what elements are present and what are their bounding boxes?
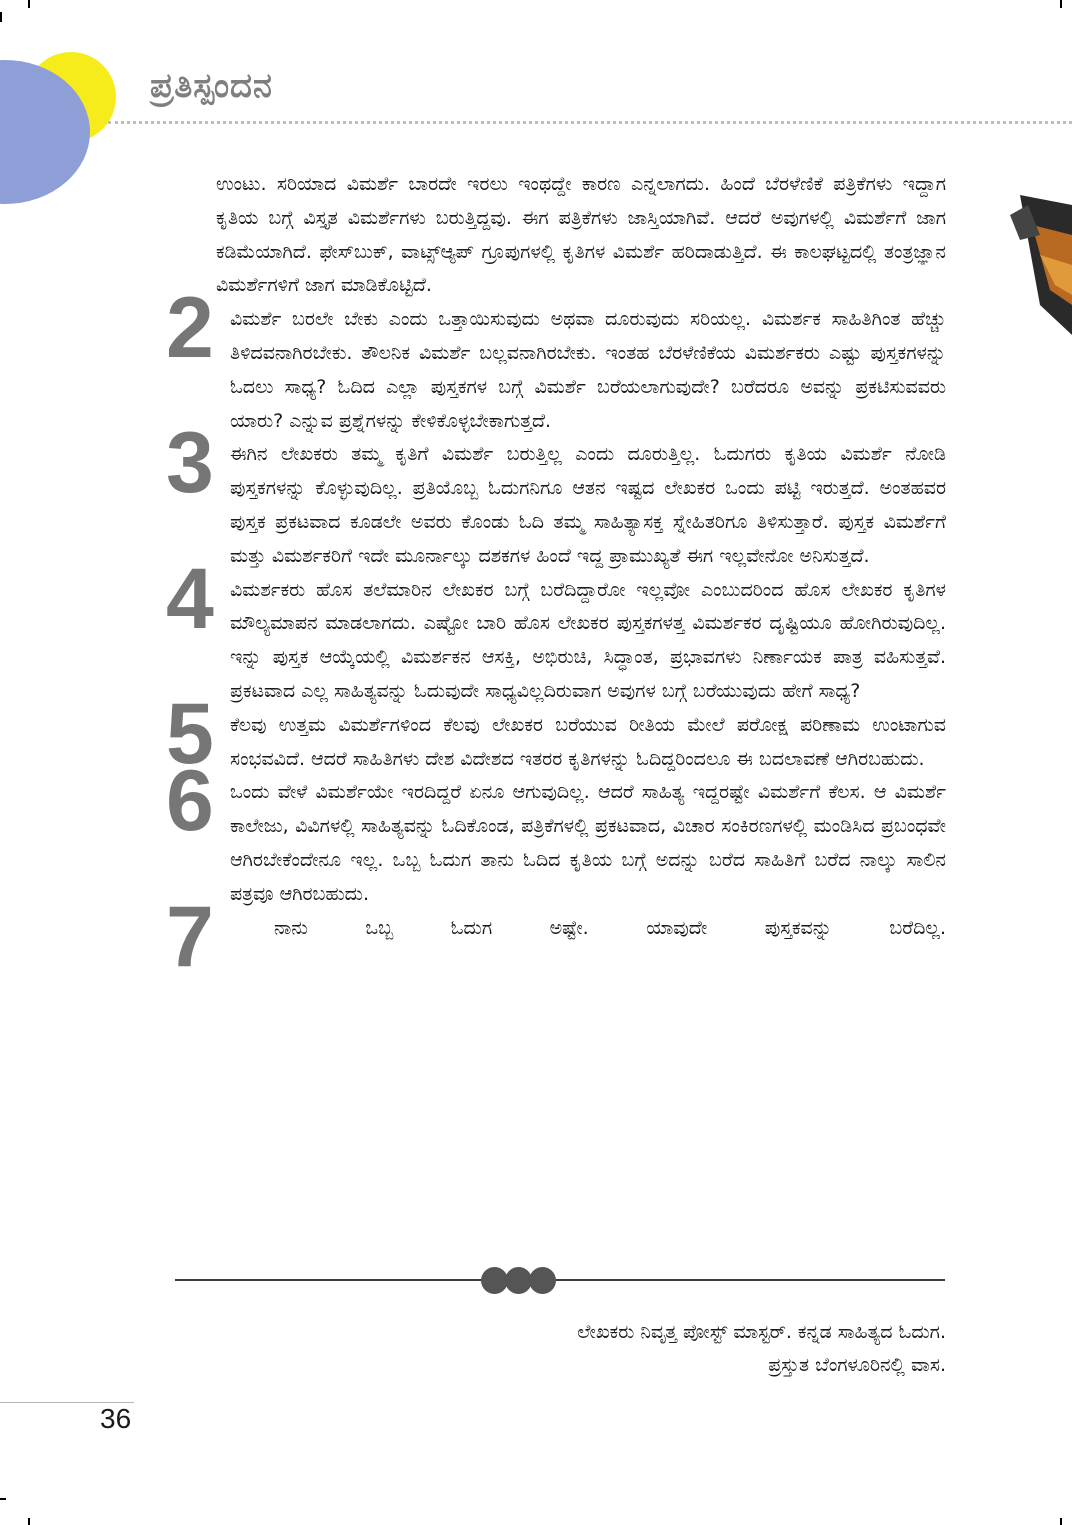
answer-text: ಈಗಿನ ಲೇಖಕರು ತಮ್ಮ ಕೃತಿಗೆ ವಿಮರ್ಶೆ ಬರುತ್ತಿಲ್ಲ ಎಂದು ದೂರುತ್ತಿಲ್ಲ. ಓದುಗರು ಕೃತಿಯ ವಿಮರ್ಶೆ ನೋಡಿ ಪುಸ್ತಕಗಳನ್ನು ಕೊಳ್ಳುವುದಿಲ್ಲ. ಪ್ರತಿಯೊಬ್ಬ ಓದುಗನಿಗೂ ಆತನ ಇಷ್ಟದ ಲೇಖಕರ ಒಂದು ಪಟ್ಟಿ ಇರುತ್ತದೆ. ಅಂತಹವರ ಪುಸ್ತಕ ಪ್ರಕಟವಾದ ಕೂಡಲೇ ಅವರು ಕೊಂಡು ಓದಿ ತಮ್ಮ ಸಾಹಿತ್ಯಾಸಕ್ತ ಸ್ನೇಹಿತರಿಗೂ ತಿಳಿಸುತ್ತಾರೆ. ಪುಸ್ತಕ ವಿಮರ್ಶೆಗೆ ಮತ್ತು ವಿಮರ್ಶಕರಿಗೆ ಇದೇ ಮೂರ್ನಾಲ್ಕು ದಶಕಗಳ ಹಿಂದೆ ಇದ್ದ ಪ್ರಾಮುಖ್ಯತೆ ಈಗ ಇಲ್ಲವೇನೋ ಅನಿಸುತ್ತದೆ. bbox=[230, 443, 946, 567]
answer-number: 3 bbox=[166, 415, 214, 512]
answer-text: ವಿಮರ್ಶಕರು ಹೊಸ ತಲೆಮಾರಿನ ಲೇಖಕರ ಬಗ್ಗೆ ಬರೆದಿದ್ದಾರೋ ಇಲ್ಲವೋ ಎಂಬುದರಿಂದ ಹೊಸ ಲೇಖಕರ ಕೃತಿಗಳ ಮೌಲ್ಯಮಾಪನ ಮಾಡಲಾಗದು. ಎಷ್ಟೋ ಬಾರಿ ಹೊಸ ಲೇಖಕರ ಪುಸ್ತಕಗಳತ್ತ ವಿಮರ್ಶಕರ ದೃಷ್ಟಿಯೂ ಹೋಗಿರುವುದಿಲ್ಲ. ಇನ್ನು ಪುಸ್ತಕ ಆಯ್ಕೆಯಲ್ಲಿ ವಿಮರ್ಶಕನ ಆಸಕ್ತಿ, ಅಭಿರುಚಿ, ಸಿದ್ಧಾಂತ, ಪ್ರಭಾವಗಳು ನಿರ್ಣಾಯಕ ಪಾತ್ರ ವಹಿಸುತ್ತವೆ. ಪ್ರಕಟವಾದ ಎಲ್ಲ ಸಾಹಿತ್ಯವನ್ನು ಓದುವುದೇ ಸಾಧ್ಯವಿಲ್ಲದಿರುವಾಗ ಅವುಗಳ ಬಗ್ಗೆ ಬರೆಯುವುದು ಹೇಗೆ ಸಾಧ್ಯ? bbox=[230, 578, 946, 702]
answer-item-7 bbox=[166, 888, 946, 985]
answer-item-6 bbox=[166, 753, 946, 911]
section-divider bbox=[175, 1264, 945, 1294]
article-body bbox=[166, 168, 946, 985]
answer-text: ಕೆಲವು ಉತ್ತಮ ವಿಮರ್ಶೆಗಳಿಂದ ಕೆಲವು ಲೇಖಕರ ಬರೆಯುವ ರೀತಿಯ ಮೇಲೆ ಪರೋಕ್ಷ ಪರಿಣಾಮ ಉಂಟಾಗುವ ಸಂಭವವಿದೆ. ಆದರೆ ಸಾಹಿತಿಗಳು ದೇಶ ವಿದೇಶದ ಇತರರ ಕೃತಿಗಳನ್ನು ಓದಿದ್ದರಿಂದಲೂ ಈ ಬದಲಾವಣೆ ಆಗಿರಬಹುದು. bbox=[230, 713, 946, 770]
page-number: 36 bbox=[100, 1403, 132, 1434]
crop-mark bbox=[28, 0, 30, 8]
crop-mark bbox=[1060, 1518, 1062, 1525]
author-note-line: ಪ್ರಸ್ತುತ ಬೆಂಗಳೂರಿನಲ್ಲಿ ವಾಸ. bbox=[768, 1354, 946, 1376]
answer-item-4 bbox=[166, 550, 946, 709]
divider-line bbox=[175, 1279, 945, 1281]
crop-mark bbox=[0, 12, 2, 22]
answer-item-2 bbox=[166, 280, 946, 438]
divider-dot bbox=[529, 1267, 556, 1294]
answer-item-3 bbox=[166, 415, 946, 573]
author-note bbox=[577, 1316, 946, 1382]
side-image-fragment bbox=[1010, 195, 1072, 335]
answer-number: 4 bbox=[166, 550, 214, 647]
divider-dot bbox=[481, 1267, 508, 1294]
answer-number: 2 bbox=[166, 280, 214, 377]
answer-text: ಒಂದು ವೇಳೆ ವಿಮರ್ಶೆಯೇ ಇರದಿದ್ದರೆ ಏನೂ ಆಗುವುದಿಲ್ಲ. ಆದರೆ ಸಾಹಿತ್ಯ ಇದ್ದರಷ್ಟೇ ವಿಮರ್ಶೆಗೆ ಕೆಲಸ. ಆ ವಿಮರ್ಶೆ ಕಾಲೇಜು, ವಿವಿಗಳಲ್ಲಿ ಸಾಹಿತ್ಯವನ್ನು ಓದಿಕೊಂಡ, ಪತ್ರಿಕೆಗಳಲ್ಲಿ ಪ್ರಕಟವಾದ, ವಿಚಾರ ಸಂಕಿರಣಗಳಲ್ಲಿ ಮಂಡಿಸಿದ ಪ್ರಬಂಧವೇ ಆಗಿರಬೇಕೆಂದೇನೂ ಇಲ್ಲ. ಒಬ್ಬ ಓದುಗ ತಾನು ಓದಿದ ಕೃತಿಯ ಬಗ್ಗೆ ಅದನ್ನು ಬರೆದ ಸಾಹಿತಿಗೆ ಬರೆದ ನಾಲ್ಕು ಸಾಲಿನ ಪತ್ರವೂ ಆಗಿರಬಹುದು. bbox=[230, 781, 946, 905]
answer-text: ವಿಮರ್ಶೆ ಬರಲೇ ಬೇಕು ಎಂದು ಒತ್ತಾಯಿಸುವುದು ಅಥವಾ ದೂರುವುದು ಸರಿಯಲ್ಲ. ವಿಮರ್ಶಕ ಸಾಹಿತಿಗಿಂತ ಹೆಚ್ಚು ತಿಳಿದವನಾಗಿರಬೇಕು. ತೌಲನಿಕ ವಿಮರ್ಶೆ ಬಲ್ಲವನಾಗಿರಬೇಕು. ಇಂತಹ ಬೆರಳೆಣಿಕೆಯ ವಿಮರ್ಶಕರು ಎಷ್ಟು ಪುಸ್ತಕಗಳನ್ನು ಓದಲು ಸಾಧ್ಯ? ಓದಿದ ಎಲ್ಲಾ ಪುಸ್ತಕಗಳ ಬಗ್ಗೆ ವಿಮರ್ಶೆ ಬರೆಯಲಾಗುವುದೇ? ಬರೆದರೂ ಅವನ್ನು ಪ್ರಕಟಿಸುವವರು ಯಾರು? ಎನ್ನುವ ಪ್ರಶ್ನೆಗಳನ್ನು ಕೇಳಿಕೊಳ್ಳಬೇಕಾಗುತ್ತದೆ. bbox=[230, 308, 946, 432]
author-note-line: ಲೇಖಕರು ನಿವೃತ್ತ ಪೋಸ್ಟ್ ಮಾಸ್ಟರ್. ಕನ್ನಡ ಸಾಹಿತ್ಯದ ಓದುಗ. bbox=[577, 1321, 946, 1343]
answer-number: 5 bbox=[166, 685, 214, 782]
answer-text: ನಾನು ಒಬ್ಬ ಓದುಗ ಅಷ್ಟೇ. ಯಾವುದೇ ಪುಸ್ತಕವನ್ನು ಬರೆದಿಲ್ಲ. bbox=[274, 916, 946, 939]
crop-mark bbox=[0, 1498, 6, 1500]
header-dotted-rule bbox=[108, 121, 1072, 124]
divider-dots bbox=[481, 1267, 553, 1293]
crop-mark bbox=[1060, 0, 1062, 8]
section-title: ಪ್ರತಿಸ್ಪಂದನ bbox=[150, 66, 273, 106]
answer-item-5 bbox=[166, 685, 946, 782]
crop-mark bbox=[28, 1518, 30, 1525]
divider-dot bbox=[505, 1267, 532, 1294]
answer-number: 6 bbox=[166, 753, 214, 850]
answer-number: 7 bbox=[166, 888, 214, 985]
intro-paragraph: ಉಂಟು. ಸರಿಯಾದ ವಿಮರ್ಶೆ ಬಾರದೇ ಇರಲು ಇಂಥದ್ದೇ ಕಾರಣ ಎನ್ನಲಾಗದು. ಹಿಂದೆ ಬೆರಳೆಣಿಕೆ ಪತ್ರಿಕೆಗಳು ಇದ್ದಾಗ ಕೃತಿಯ ಬಗ್ಗೆ ವಿಸ್ತೃತ ವಿಮರ್ಶೆಗಳು ಬರುತ್ತಿದ್ದವು. ಈಗ ಪತ್ರಿಕೆಗಳು ಜಾಸ್ತಿಯಾಗಿವೆ. ಆದರೆ ಅವುಗಳಲ್ಲಿ ವಿಮರ್ಶೆಗೆ ಜಾಗ ಕಡಿಮೆಯಾಗಿದೆ. ಫೇಸ್‌ಬುಕ್, ವಾಟ್ಸ್‌ಆ್ಯಪ್ ಗ್ರೂಪುಗಳಲ್ಲಿ ಕೃತಿಗಳ ವಿಮರ್ಶೆ ಹರಿದಾಡುತ್ತಿದೆ. ಈ ಕಾಲಘಟ್ಟದಲ್ಲಿ ತಂತ್ರಜ್ಞಾನ ವಿಮರ್ಶೆಗಳಿಗೆ ಜಾಗ ಮಾಡಿಕೊಟ್ಟಿದೆ. bbox=[216, 173, 946, 297]
